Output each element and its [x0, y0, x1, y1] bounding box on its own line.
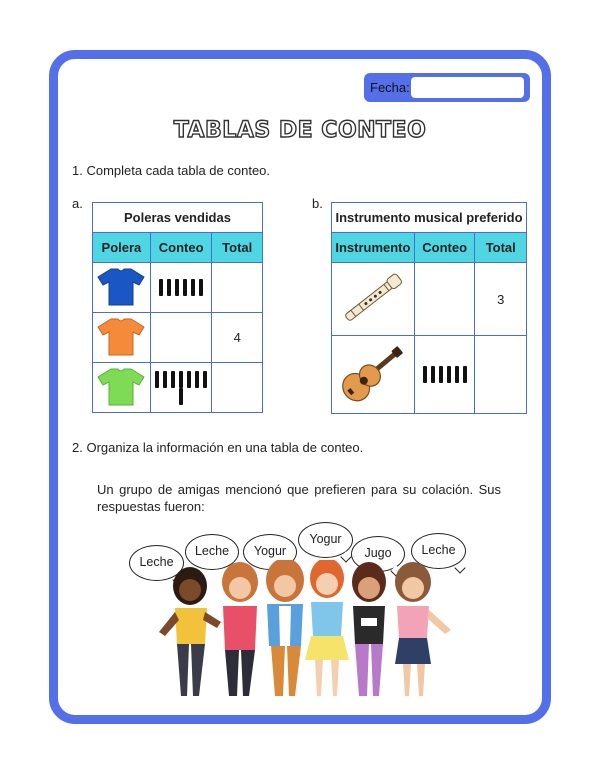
table-b-letter: b.: [312, 196, 323, 211]
table-a-header-3: Total: [212, 233, 263, 263]
table-b-header-1: Instrumento: [332, 233, 415, 263]
speech-bubble: Leche: [185, 534, 239, 570]
girl-5: [352, 562, 386, 696]
table-b-caption: Instrumento musical preferido: [332, 203, 527, 233]
girl-2: [222, 562, 258, 696]
tally-cell: [414, 336, 475, 414]
speech-bubble: Yogur: [298, 522, 353, 558]
speech-bubble: Leche: [129, 545, 184, 581]
table-a-header-2: Conteo: [150, 233, 212, 263]
speech-bubble: Jugo: [351, 536, 405, 572]
instructions-paragraph: Un grupo de amigas mencionó que prefieren para su colación. Sus respuestas fueron:: [97, 482, 501, 514]
tally-cell: [150, 363, 212, 413]
table-b-header-3: Total: [475, 233, 527, 263]
total-cell[interactable]: [212, 363, 263, 413]
total-cell: 4: [212, 313, 263, 363]
table-b: [331, 202, 527, 414]
girl-4: [305, 560, 349, 696]
tally-cell[interactable]: [150, 313, 212, 363]
tally-marks: [157, 279, 205, 296]
tally-cell[interactable]: [414, 263, 475, 336]
question-1: 1. Completa cada tabla de conteo.: [72, 163, 271, 178]
table-a-letter: a.: [72, 196, 83, 211]
table-a-caption: Poleras vendidas: [93, 203, 263, 233]
total-cell[interactable]: [212, 263, 263, 313]
speech-bubble: Yogur: [243, 534, 297, 570]
date-label: Fecha:: [370, 80, 410, 95]
guitar-icon: [332, 336, 415, 414]
girl-6: [395, 562, 451, 696]
tally-marks: [421, 366, 469, 383]
table-a-header-1: Polera: [93, 233, 151, 263]
girl-3: [266, 560, 304, 696]
group-of-friends-illustration: [145, 560, 460, 700]
page-title: TABLAS DE CONTEO: [173, 118, 427, 143]
blue-shirt-icon: [93, 263, 151, 313]
green-shirt-icon: [93, 363, 151, 413]
date-input[interactable]: [411, 77, 524, 98]
date-field: [364, 73, 530, 102]
table-b-header-2: Conteo: [414, 233, 475, 263]
total-cell: 3: [475, 263, 527, 336]
table-a: [92, 202, 263, 413]
speech-bubble: Leche: [411, 533, 466, 569]
flute-icon: [332, 263, 415, 336]
tally-marks: [151, 370, 212, 404]
orange-shirt-icon: [93, 313, 151, 363]
question-2: 2. Organiza la información en una tabla de conteo.: [72, 440, 364, 455]
girl-1: [159, 567, 221, 696]
tally-cell: [150, 263, 212, 313]
total-cell[interactable]: [475, 336, 527, 414]
